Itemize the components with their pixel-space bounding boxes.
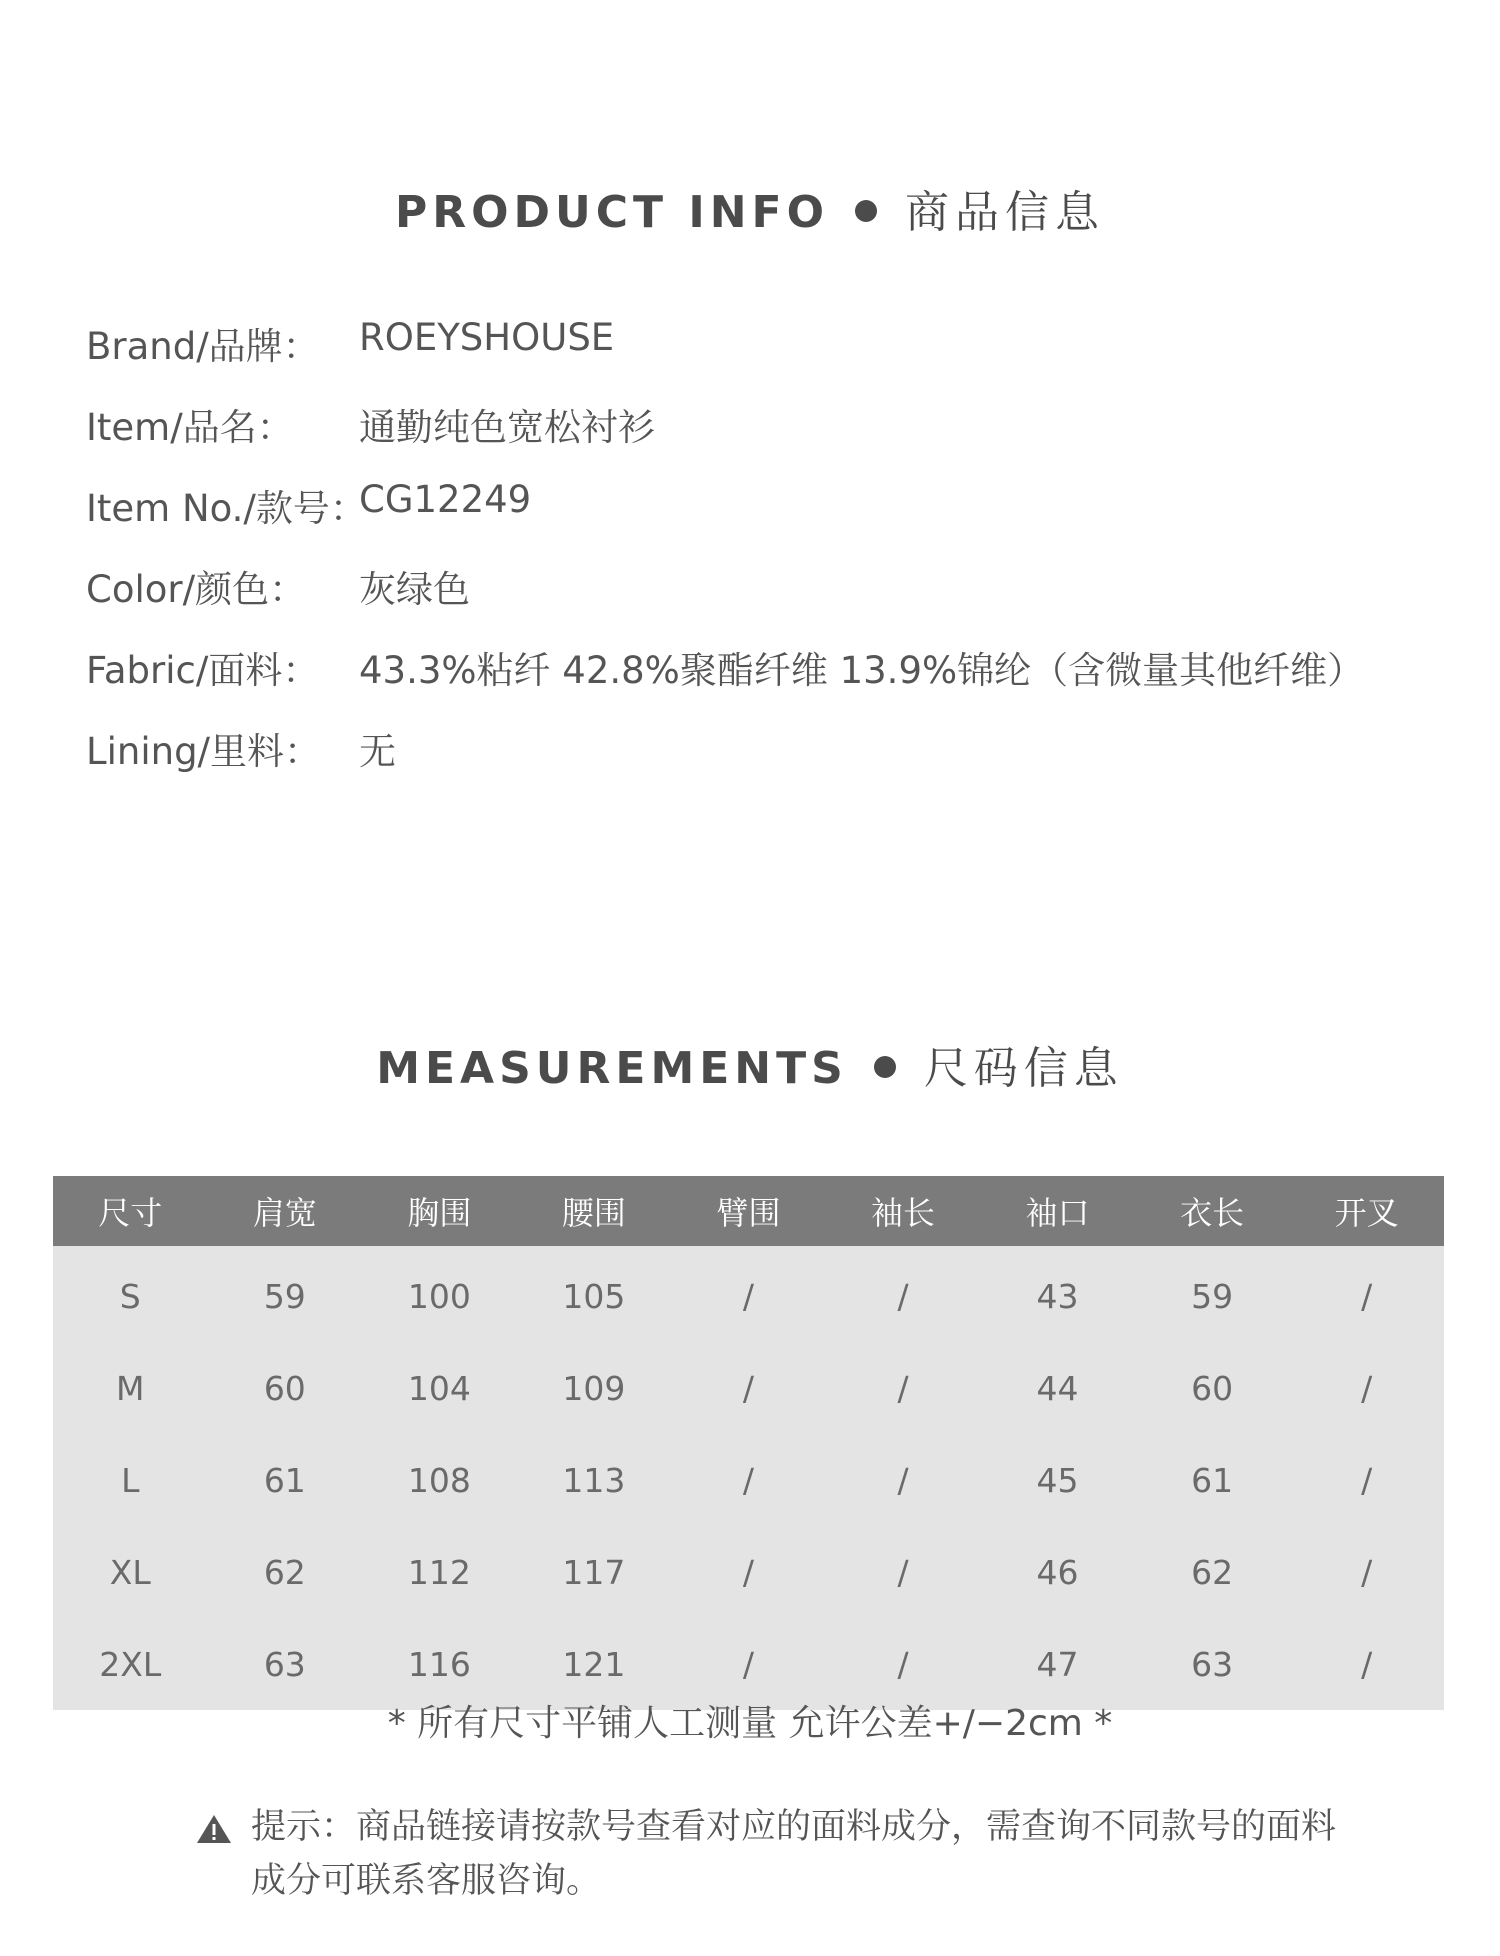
info-value: CG12249 <box>359 478 532 521</box>
info-label: Color/颜色： <box>86 568 307 611</box>
table-cell: 63 <box>208 1618 363 1710</box>
table-cell: / <box>826 1246 981 1342</box>
measurements-title <box>0 1032 1500 1096</box>
table-cell: 112 <box>362 1526 517 1618</box>
table-row <box>53 1526 1444 1618</box>
table-cell: S <box>53 1246 208 1342</box>
table-cell: 117 <box>517 1526 672 1618</box>
table-cell: 116 <box>362 1618 517 1710</box>
table-cell: / <box>826 1618 981 1710</box>
table-cell: 2XL <box>53 1618 208 1710</box>
header-cell: 袖长 <box>826 1176 981 1246</box>
table-cell: 100 <box>362 1246 517 1342</box>
table-cell: 62 <box>1135 1526 1290 1618</box>
header-cell: 胸围 <box>362 1176 517 1246</box>
table-cell: 61 <box>208 1434 363 1526</box>
product-info-title-en: PRODUCT INFO <box>394 187 830 238</box>
info-label: Item No./款号： <box>86 487 367 530</box>
info-row-color <box>86 559 1466 640</box>
table-cell: 62 <box>208 1526 363 1618</box>
table-cell: 44 <box>980 1342 1135 1434</box>
table-cell: 109 <box>517 1342 672 1434</box>
table-cell: 46 <box>980 1526 1135 1618</box>
table-cell: 59 <box>208 1246 363 1342</box>
table-cell: 60 <box>1135 1342 1290 1434</box>
table-cell: XL <box>53 1526 208 1618</box>
header-cell: 开叉 <box>1289 1176 1444 1246</box>
table-cell: / <box>671 1618 826 1710</box>
tip-block <box>196 1800 1346 1908</box>
info-row-lining <box>86 721 1466 802</box>
info-row-item <box>86 397 1466 478</box>
tip-text: 提示：商品链接请按款号查看对应的面料成分，需查询不同款号的面料成分可联系客服咨询。 <box>251 1807 1337 1901</box>
table-row <box>53 1342 1444 1434</box>
info-value: ROEYSHOUSE <box>359 316 615 359</box>
info-value: 43.3%粘纤 42.8%聚酯纤维 13.9%锦纶（含微量其他纤维） <box>359 649 1365 692</box>
header-cell: 袖口 <box>980 1176 1135 1246</box>
table-cell: 63 <box>1135 1618 1290 1710</box>
table-cell: 59 <box>1135 1246 1290 1342</box>
header-cell: 腰围 <box>517 1176 672 1246</box>
info-row-brand <box>86 316 1466 397</box>
product-info-title <box>0 176 1500 240</box>
table-cell: 104 <box>362 1342 517 1434</box>
product-info-title-cn: 商品信息 <box>905 187 1106 238</box>
table-cell: / <box>1289 1434 1444 1526</box>
table-cell: 60 <box>208 1342 363 1434</box>
table-cell: 121 <box>517 1618 672 1710</box>
table-cell: 113 <box>517 1434 672 1526</box>
table-cell: 47 <box>980 1618 1135 1710</box>
table-cell: 108 <box>362 1434 517 1526</box>
table-cell: / <box>671 1526 826 1618</box>
header-cell: 尺寸 <box>53 1176 208 1246</box>
table-cell: / <box>671 1246 826 1342</box>
table-cell: 43 <box>980 1246 1135 1342</box>
table-cell: 61 <box>1135 1434 1290 1526</box>
table-cell: / <box>1289 1618 1444 1710</box>
info-row-fabric <box>86 640 1466 721</box>
info-row-item-no <box>86 478 1466 559</box>
info-label: Lining/里料： <box>86 730 322 773</box>
info-label: Item/品名： <box>86 406 294 449</box>
info-label: Fabric/面料： <box>86 649 320 692</box>
table-row <box>53 1246 1444 1342</box>
table-cell: / <box>671 1342 826 1434</box>
table-cell: 45 <box>980 1434 1135 1526</box>
table-cell: L <box>53 1434 208 1526</box>
info-value: 无 <box>359 730 396 773</box>
size-table <box>53 1176 1444 1710</box>
info-value: 通勤纯色宽松衬衫 <box>359 406 655 449</box>
table-cell: 105 <box>517 1246 672 1342</box>
table-cell: / <box>826 1342 981 1434</box>
warning-icon <box>196 1814 232 1844</box>
product-info-list <box>86 316 1466 802</box>
bullet-dot-icon <box>874 1056 896 1078</box>
table-cell: / <box>826 1526 981 1618</box>
header-cell: 肩宽 <box>208 1176 363 1246</box>
header-cell: 臂围 <box>671 1176 826 1246</box>
size-table-header <box>53 1176 1444 1246</box>
table-cell: / <box>1289 1246 1444 1342</box>
header-cell: 衣长 <box>1135 1176 1290 1246</box>
table-cell: M <box>53 1342 208 1434</box>
table-cell: / <box>671 1434 826 1526</box>
measurements-title-cn: 尺码信息 <box>923 1043 1124 1094</box>
info-label: Brand/品牌： <box>86 325 320 368</box>
measurements-title-en: MEASUREMENTS <box>376 1043 848 1094</box>
table-row <box>53 1434 1444 1526</box>
info-value: 灰绿色 <box>359 568 470 611</box>
table-cell: / <box>826 1434 981 1526</box>
table-cell: / <box>1289 1526 1444 1618</box>
table-cell: / <box>1289 1342 1444 1434</box>
measurement-note: * 所有尺寸平铺人工测量 允许公差+/−2cm * <box>387 1703 1113 1744</box>
bullet-dot-icon <box>855 200 877 222</box>
